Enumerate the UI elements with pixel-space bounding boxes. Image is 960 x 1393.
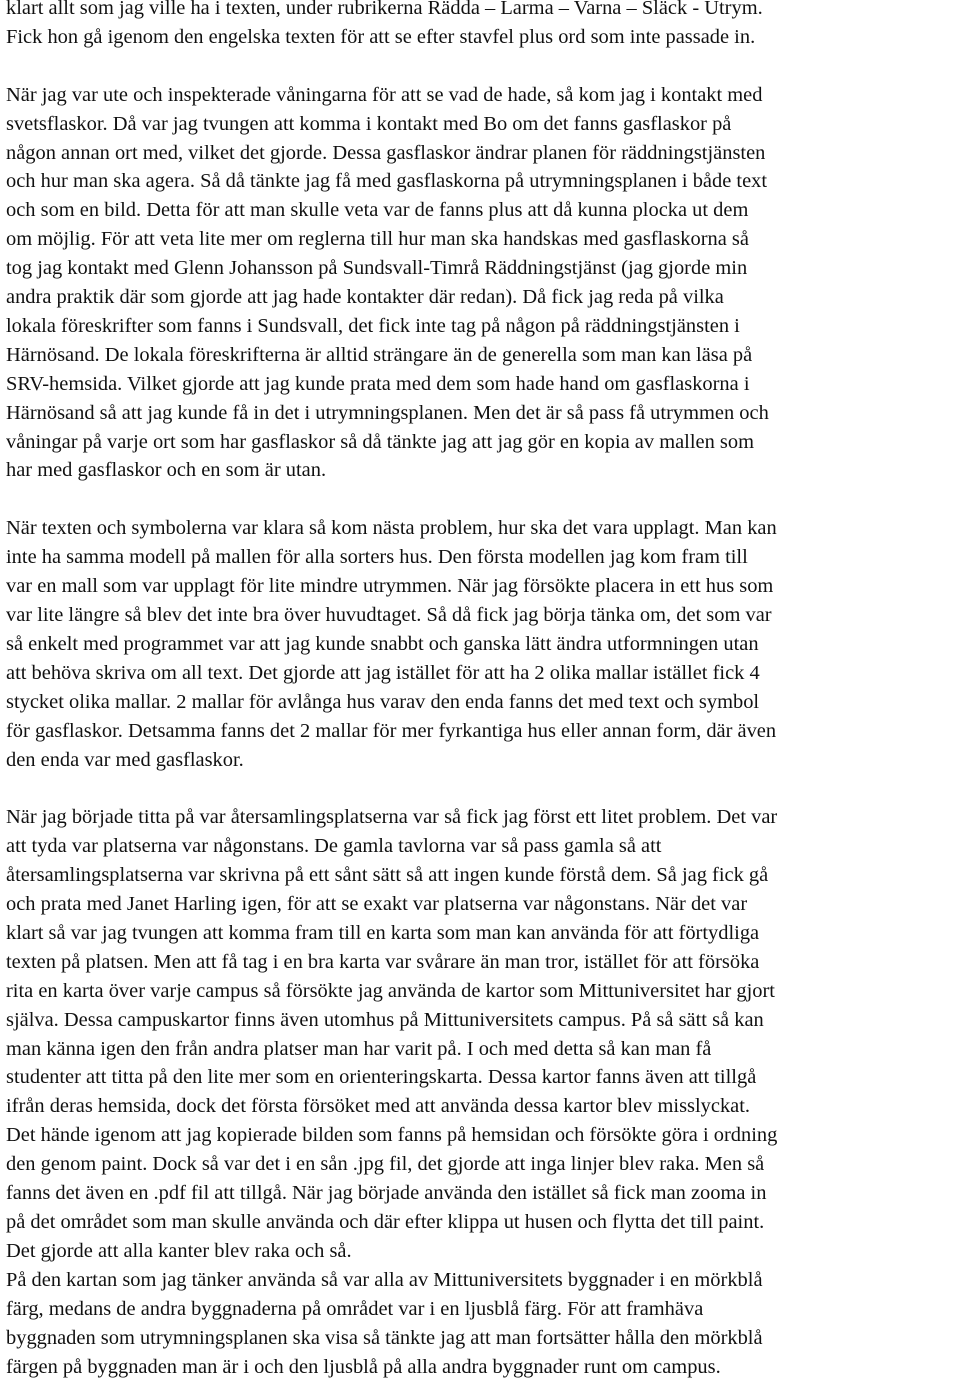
paragraph-gap [6, 774, 958, 803]
text-line: för gasflaskor. Detsamma fanns det 2 mallar för mer fyrkantiga hus eller annan form, där även [6, 719, 777, 742]
text-line: den genom paint. Dock så var det i en sån .jpg fil, det gjorde att inga linjer blev raka. Men så [6, 1153, 765, 1176]
text-line: När jag var ute och inspekterade våningarna för att se vad de hade, så kom jag i kontakt med [6, 83, 763, 106]
text-line: klart allt som jag ville ha i texten, under rubrikerna Rädda – Larma – Varna – Släck - Utrym. [6, 0, 763, 19]
paragraph-4 [6, 803, 958, 1266]
text-line: man känna igen den från andra platser man har varit på. I och med detta så kan man få [6, 1037, 712, 1060]
text-line: lokala föreskrifter som fanns i Sundsvall, det fick inte tag på någon på räddningstjänsten i [6, 314, 740, 337]
text-line: Härnösand så att jag kunde få in det i utrymningsplanen. Men det är så pass få utrymmen och [6, 401, 769, 424]
text-line: och hur man ska agera. Så då tänkte jag få med gasflaskorna på utrymningsplanen i både text [6, 170, 768, 193]
text-line: klart så var jag tvungen att komma fram till en karta som man kan använda för att förtydliga [6, 921, 760, 944]
text-line: andra praktik där som gjorde att jag hade kontakter där redan). Då fick jag reda på vilka [6, 286, 724, 309]
text-line: var en mall som var upplagt för lite mindre utrymmen. När jag försökte placera in ett hus som [6, 575, 774, 598]
paragraph-1 [6, 0, 958, 52]
paragraph-5 [6, 1266, 958, 1382]
paragraph-gap [6, 485, 958, 514]
text-line: Härnösand. De lokala föreskrifterna är alltid strängare än de generella som man kan läsa på [6, 343, 753, 366]
paragraph-2 [6, 81, 958, 486]
text-line: om möjlig. För att veta lite mer om reglerna till hur man ska handskas med gasflaskorna så [6, 228, 749, 251]
text-line: har med gasflaskor och en som är utan. [6, 459, 327, 482]
text-line: att tyda var platserna var någonstans. De gamla tavlorna var så pass gamla så att [6, 835, 662, 858]
text-line: Det hände igenom att jag kopierade bilden som fanns på hemsidan och försökte göra i ordning [6, 1124, 778, 1147]
text-line: rita en karta över varje campus så försökte jag använda de kartor som Mittuniversitet har gjort [6, 979, 775, 1002]
text-line: någon annan ort med, vilket det gjorde. Dessa gasflaskor ändrar planen för räddningstjänsten [6, 141, 766, 164]
text-line: var lite längre så blev det inte bra över huvudtaget. Så då fick jag börja tänka om, det som var [6, 604, 772, 626]
text-line: återsamlingsplatserna var skrivna på ett sånt sätt så att ingen kunde förstå dem. Så jag fick gå [6, 864, 769, 887]
text-line: inte ha samma modell på mallen för alla sorters hus. Den första modellen jag kom fram till [6, 546, 748, 569]
text-line: När jag började titta på var återsamlingsplatserna var så fick jag först ett litet problem. Det var [6, 806, 778, 829]
text-line: svetsflaskor. Då var jag tvungen att komma i kontakt med Bo om det fanns gasflaskor på [6, 112, 732, 135]
text-line: byggnaden som utrymningsplanen ska visa så tänkte jag att man fortsätter hålla den mörkblå [6, 1326, 763, 1349]
text-line: och prata med Janet Harling igen, för att se exakt var platserna var någonstans. När det var [6, 893, 748, 916]
text-line: våningar på varje ort som har gasflaskor så då tänkte jag att jag gör en kopia av mallen som [6, 430, 754, 453]
document-page [6, 0, 958, 1381]
paragraph-gap [6, 52, 958, 81]
text-line: SRV-hemsida. Vilket gjorde att jag kunde prata med dem som hade hand om gasflaskorna i [6, 372, 750, 395]
text-line: fanns det även en .pdf fil att tillgå. När jag började använda den istället så fick man zooma in [6, 1182, 767, 1205]
text-line: och som en bild. Detta för att man skulle veta var de fanns plus att då kunna plocka ut dem [6, 199, 749, 222]
text-line: färgen på byggnaden man är i och den ljusblå på alla andra byggnader runt om campus. [6, 1355, 721, 1378]
text-line: stycket olika mallar. 2 mallar för avlånga hus varav den enda fanns det med text och symbol [6, 690, 760, 713]
text-line: den enda var med gasflaskor. [6, 748, 244, 771]
text-line: texten på platsen. Men att få tag i en bra karta var svårare än man tror, istället för att försöka [6, 950, 760, 973]
paragraph-3 [6, 514, 958, 774]
text-line: tog jag kontakt med Glenn Johansson på Sundsvall-Timrå Räddningstjänst (jag gjorde min [6, 257, 748, 280]
text-line: så enkelt med programmet var att jag kunde snabbt och ganska lätt ändra utformningen utan [6, 632, 759, 655]
text-line: På den kartan som jag tänker använda så var alla av Mittuniversitets byggnader i en mörkblå [6, 1268, 763, 1291]
text-line: att behöva skriva om all text. Det gjorde att jag istället för att ha 2 olika mallar istället fick 4 [6, 661, 760, 684]
text-line: studenter att titta på den lite mer som en orienteringskarta. Dessa kartor fanns även att tillgå [6, 1066, 757, 1089]
text-line: Fick hon gå igenom den engelska texten för att se efter stavfel plus ord som inte passade in. [6, 25, 756, 48]
text-line: färg, medans de andra byggnaderna på området var i en ljusblå färg. För att framhäva [6, 1297, 704, 1320]
text-line: på det området som man skulle använda och där efter klippa ut husen och flytta det till paint. [6, 1211, 765, 1234]
text-line: När texten och symbolerna var klara så kom nästa problem, hur ska det vara upplagt. Man kan [6, 517, 777, 540]
text-line: ifrån deras hemsida, dock det första försöket med att använda dessa kartor blev misslyckat. [6, 1095, 751, 1118]
text-line: själva. Dessa campuskartor finns även utomhus på Mittuniversitets campus. På så sätt så kan [6, 1008, 764, 1031]
text-line: Det gjorde att alla kanter blev raka och så. [6, 1239, 352, 1262]
